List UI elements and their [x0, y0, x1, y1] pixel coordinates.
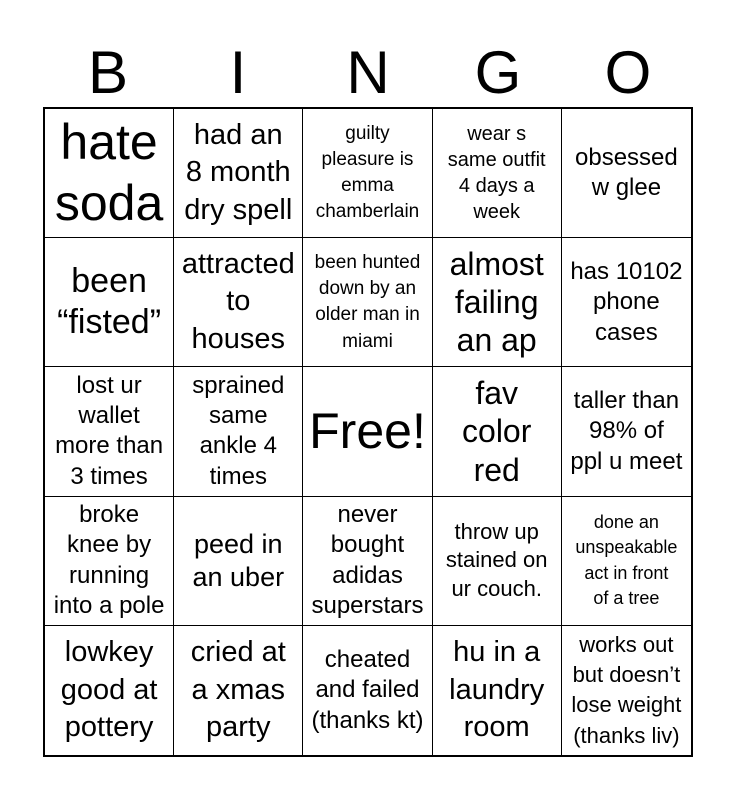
header-letter-i: I — [229, 39, 247, 106]
cell-text: almost failing an ap — [449, 245, 544, 359]
bingo-cell-r4c1[interactable] — [45, 497, 174, 626]
bingo-cell-r1c3[interactable] — [303, 109, 432, 238]
cell-text: throw up stained on ur couch. — [445, 518, 548, 601]
bingo-header — [43, 38, 693, 108]
cell-text: been hunted down by an older man in miami — [314, 251, 421, 352]
cell-text: hate soda — [54, 114, 164, 232]
bingo-cell-r5c2[interactable] — [174, 626, 303, 755]
bingo-cell-r4c2[interactable] — [174, 497, 303, 626]
header-letter-g: G — [474, 39, 522, 106]
bingo-cell-r1c1[interactable] — [45, 109, 174, 238]
cell-text: taller than 98% of ppl u meet — [570, 386, 683, 475]
bingo-cell-r5c4[interactable] — [433, 626, 562, 755]
cell-text: lowkey good at pottery — [60, 635, 158, 744]
cell-text: cried at a xmas party — [190, 635, 286, 744]
bingo-grid — [43, 107, 693, 757]
cell-text: had an 8 month dry spell — [184, 118, 293, 226]
cell-text: attracted to houses — [181, 247, 295, 356]
bingo-cell-r3c4[interactable] — [433, 367, 562, 496]
bingo-cell-r4c5[interactable] — [562, 497, 691, 626]
bingo-cell-r1c2[interactable] — [174, 109, 303, 238]
cell-text: obsessed w glee — [575, 143, 678, 202]
header-letter-n: N — [346, 39, 390, 106]
bingo-cell-r3c1[interactable] — [45, 367, 174, 496]
free-space-cell[interactable] — [303, 367, 432, 496]
bingo-cell-r1c5[interactable] — [562, 109, 691, 238]
cell-text: fav color red — [462, 374, 532, 488]
cell-text: done an unspeakable act in front of a tree — [575, 511, 678, 609]
free-space-label: Free! — [309, 402, 426, 459]
header-letter-b: B — [87, 39, 129, 106]
bingo-cell-r4c4[interactable] — [433, 497, 562, 626]
cell-text: guilty pleasure is emma chamberlain — [315, 122, 420, 223]
cell-text: hu in a laundry room — [449, 635, 545, 744]
bingo-cell-r3c2[interactable] — [174, 367, 303, 496]
bingo-cell-r1c4[interactable] — [433, 109, 562, 238]
bingo-cell-r4c3[interactable] — [303, 497, 432, 626]
bingo-cell-r2c5[interactable] — [562, 238, 691, 367]
cell-text: sprained same ankle 4 times — [192, 371, 285, 490]
header-letter-o: O — [604, 39, 652, 106]
cell-text: lost ur wallet more than 3 times — [55, 371, 164, 490]
cell-text: works out but doesn’t lose weight (thanks liv) — [571, 632, 682, 748]
cell-text: peed in an uber — [192, 529, 285, 592]
bingo-cell-r2c2[interactable] — [174, 238, 303, 367]
cell-text: broke knee by running into a pole — [53, 500, 165, 620]
bingo-cell-r5c1[interactable] — [45, 626, 174, 755]
bingo-cell-r2c3[interactable] — [303, 238, 432, 367]
bingo-cell-r5c5[interactable] — [562, 626, 691, 755]
cell-text: has 10102 phone cases — [570, 257, 683, 346]
cell-text: never bought adidas superstars — [311, 500, 424, 620]
cell-text: been “fisted” — [57, 262, 162, 342]
bingo-cell-r3c5[interactable] — [562, 367, 691, 496]
cell-text: wear s same outfit 4 days a week — [447, 123, 546, 224]
bingo-cell-r2c4[interactable] — [433, 238, 562, 367]
cell-text: cheated and failed (thanks kt) — [311, 645, 424, 734]
bingo-cell-r2c1[interactable] — [45, 238, 174, 367]
bingo-cell-r5c3[interactable] — [303, 626, 432, 755]
